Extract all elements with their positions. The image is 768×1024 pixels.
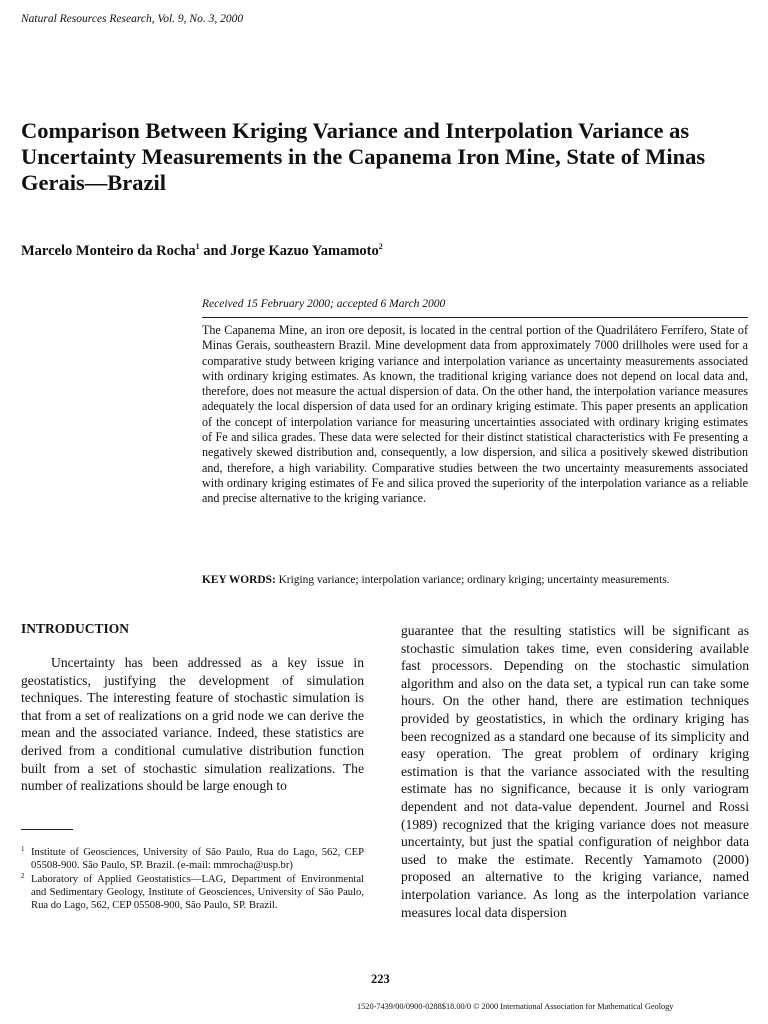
abstract-divider [202, 317, 748, 318]
footnote-2 [21, 873, 364, 913]
abstract: The Capanema Mine, an iron ore deposit, is located in the central portion of the Quadrilátero Ferrífero, State of Minas Gerais, southeastern Brazil. Mine development data from approximately 7000 drillholes were used for a comparative study between kriging variance and interpolation variance as uncertainty measurements associated with ordinary kriging estimates. As known, the traditional kriging variance does not depend on local data and, therefore, does not measure the actual dispersion of data. On the other hand, the interpolation variance measures adequately the local dispersion of data used for an ordinary kriging estimate. This paper presents an application of the concept of interpolation variance for measuring uncertainties associated with ordinary kriging estimates of Fe and silica grades. These data were selected for their distinct statistical characteristics with Fe presenting a negatively skewed distribution and, consequently, a low dispersion, and silica a positively skewed distribution and, therefore, a high variability. Comparative studies between the two uncertainty measurements associated with ordinary kriging estimates of Fe and silica proved the superiority of the interpolation variance as a reliable and precise alternative to the kriging variance. [202, 323, 748, 506]
keywords-label: KEY WORDS: [202, 574, 276, 586]
footnote-1-mark: 1 [21, 845, 25, 853]
received-dates: Received 15 February 2000; accepted 6 March 2000 [202, 298, 446, 310]
author-2-affiliation-mark: 2 [378, 242, 383, 252]
footnote-2-mark: 2 [21, 871, 25, 880]
footnote-1-text: Institute of Geosciences, University of São Paulo, Rua do Lago, 562, CEP 05508-900. São Paulo, SP. Brazil. (e-mail: mmrocha@usp.br) [31, 847, 364, 872]
footnote-1 [21, 846, 364, 873]
section-heading-introduction: INTRODUCTION [21, 621, 130, 636]
keywords [202, 574, 748, 586]
keywords-list: Kriging variance; interpolation variance; ordinary kriging; uncertainty measurements. [275, 574, 670, 586]
author-2: Jorge Kazuo Yamamoto [230, 243, 379, 259]
copyright-line: 1520-7439/00/0900-0288$18.00/0 © 2000 International Association for Mathematical Geology [357, 1002, 674, 1011]
footnote-divider [21, 829, 73, 830]
author-conjunction: and [199, 243, 231, 259]
author-1: Marcelo Monteiro da Rocha [21, 243, 196, 259]
footnotes [21, 846, 364, 912]
page-number: 223 [371, 972, 390, 986]
intro-paragraph-continued: guarantee that the resulting statistics will be significant as stochastic simulation takes time, even considering available fast processors. Depending on the stochastic simulation algorithm and also on the data set, a typical run can take some hours. On the other hand, there are estimation techniques provided by geostatistics, in which the ordinary kriging has been recognized as a standard one because of its simplicity and easy operation. The great problem of ordinary kriging estimation is that the variance associated with the resulting estimate has no significance, because it is only variogram dependent and not data-value dependent. Journel and Rossi (1989) recognized that the kriging variance does not measure uncertainty, but just the spatial configuration of neighbor data used to make the estimate. Recently Yamamoto (2000) proposed an alternative to the kriging variance, named interpolation variance. As long as the interpolation variance measures local data dispersion [401, 623, 749, 920]
footnote-2-text: Laboratory of Applied Geostatistics—LAG, Department of Environmental and Sedimentary Geology, Institute of Geosciences, University of São Paulo, Rua do Lago, 562, CEP 05508-900, São Paulo, SP. Brazil. [31, 873, 364, 912]
article-title: Comparison Between Kriging Variance and Interpolation Variance as Uncertainty Measurements in the Capanema Iron Mine, State of Minas Gerais—Brazil [21, 118, 706, 195]
author-line [21, 243, 383, 260]
left-column [21, 654, 364, 795]
intro-paragraph: Uncertainty has been addressed as a key issue in geostatistics, justifying the development of simulation techniques. The interesting feature of stochastic simulation is that from a set of realizations on a grid node we can derive the mean and the associated variance. Indeed, these statistics are derived from a conditional cumulative distribution function built from a set of stochastic simulation realizations. The number of realizations should be large enough to [21, 655, 364, 794]
journal-citation: Natural Resources Research, Vol. 9, No. 3, 2000 [21, 13, 244, 25]
author-1-affiliation-mark: 1 [195, 242, 200, 252]
right-column [401, 622, 749, 921]
